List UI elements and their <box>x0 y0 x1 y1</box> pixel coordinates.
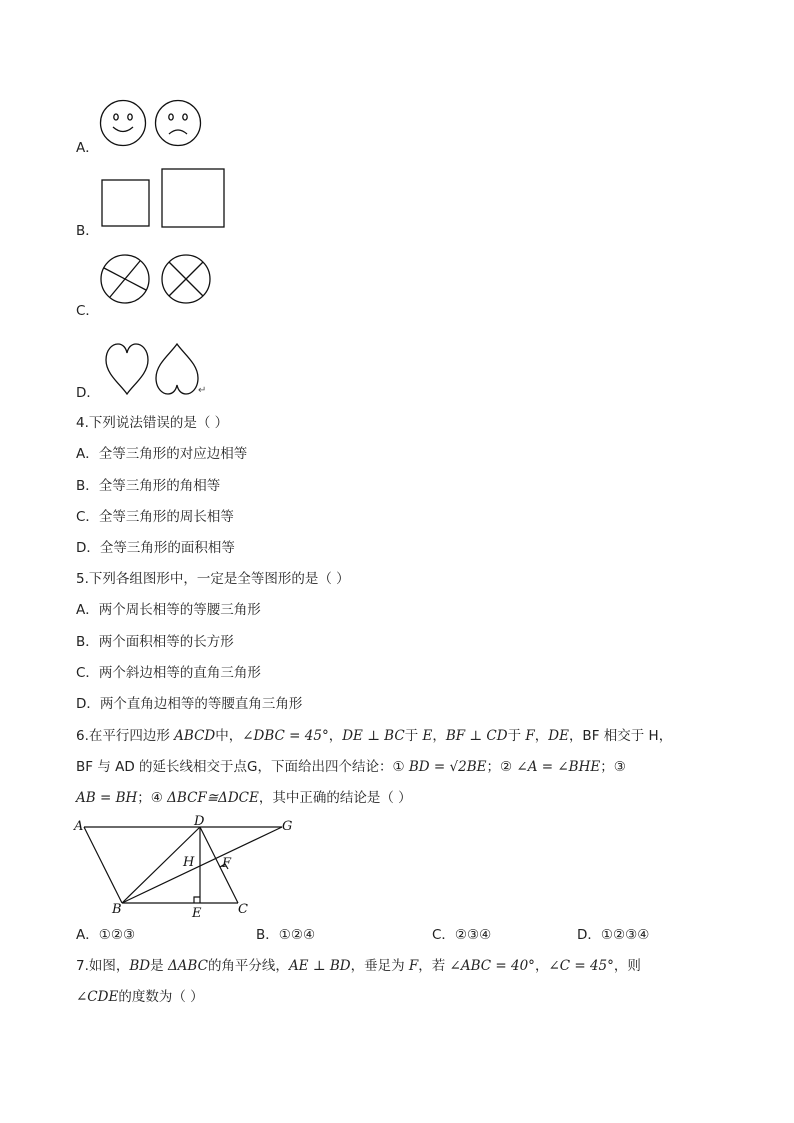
option-c: C．两个斜边相等的直角三角形 <box>76 665 261 681</box>
circle-with-tilted-cross-icon <box>101 255 149 303</box>
option-a: A．①②③ <box>76 927 136 943</box>
point-label-f: F <box>222 856 232 871</box>
math-expr: ΔBCF≅ΔDCE <box>167 790 259 806</box>
math-expr: F <box>408 958 419 974</box>
math-expr: ΔABC <box>167 958 208 974</box>
option-b-label: B． <box>76 223 99 239</box>
question-stem-line-1 <box>76 727 672 745</box>
inverted-heart-icon <box>156 344 198 394</box>
math-expr: AE ⊥ BD <box>288 958 351 974</box>
math-expr: DE ⊥ BC <box>342 728 405 744</box>
option-d: D．两个直角边相等的等腰直角三角形 <box>76 696 303 712</box>
point-label-c: C <box>238 902 248 917</box>
question-stem-line-2 <box>76 988 204 1006</box>
question-stem-line-1 <box>76 957 641 975</box>
option-b: B．两个面积相等的长方形 <box>76 634 234 650</box>
point-label-a: A <box>74 819 84 834</box>
text: ，垂足为 <box>350 958 409 974</box>
text: ，则 <box>613 958 641 974</box>
math-expr: ∠A = ∠BHE <box>516 759 601 775</box>
text: 的角平分线， <box>207 958 289 974</box>
option-c-label: C． <box>76 303 99 319</box>
math-expr: BD <box>129 958 151 974</box>
question-stem: 4.下列说法错误的是（ ） <box>76 415 229 431</box>
hearts-figure <box>100 340 212 398</box>
option-b: B．全等三角形的角相等 <box>76 478 221 494</box>
segment-dc <box>200 827 238 903</box>
text: 中， <box>215 728 243 744</box>
option-a-label: A． <box>76 140 99 156</box>
point-label-b: B <box>112 902 122 917</box>
crossed-circles-figure <box>100 253 214 305</box>
text: ；② <box>486 759 517 775</box>
point-label-e: E <box>192 906 202 921</box>
math-expr: E <box>422 728 433 744</box>
sad-face-icon <box>156 101 201 146</box>
question-stem: 5.下列各组图形中，一定是全等图形的是（ ） <box>76 571 350 587</box>
small-square <box>102 180 149 226</box>
text: ，若 <box>418 958 450 974</box>
option-b: B．①②④ <box>256 927 316 943</box>
math-expr: BD = √2BE <box>408 759 487 775</box>
squares-figure <box>100 167 226 229</box>
math-expr: ∠C = 45° <box>548 958 614 974</box>
text: ；③ <box>600 759 626 775</box>
text: 于 <box>507 728 526 744</box>
option-a: A．全等三角形的对应边相等 <box>76 446 248 462</box>
large-square <box>162 169 224 227</box>
paragraph-mark: ↵ <box>198 385 207 396</box>
text: 于 <box>404 728 423 744</box>
option-a: A．两个周长相等的等腰三角形 <box>76 602 261 618</box>
math-expr: AB = BH <box>76 790 138 806</box>
option-d: D．①②③④ <box>577 927 650 943</box>
math-expr: BF ⊥ CD <box>445 728 508 744</box>
parallelogram-geometry-figure <box>70 812 300 922</box>
text: ， <box>534 728 549 744</box>
option-d-label: D． <box>76 385 100 401</box>
option-d: D．全等三角形的面积相等 <box>76 540 235 556</box>
segment-ab <box>84 827 122 903</box>
text: ，BF 相交于 H， <box>568 728 673 744</box>
text: 的度数为（ ） <box>118 989 204 1005</box>
point-label-d: D <box>194 814 205 829</box>
math-expr: ∠DBC = 45° <box>242 728 329 744</box>
text: 是 <box>150 958 168 974</box>
question-stem-line-2 <box>76 758 626 776</box>
right-angle-mark-e <box>194 897 200 903</box>
upright-heart-icon <box>106 344 148 394</box>
option-c: C．全等三角形的周长相等 <box>76 509 234 525</box>
text: ， <box>534 958 549 974</box>
point-label-h: H <box>183 855 195 870</box>
option-c: C．②③④ <box>432 927 492 943</box>
happy-face-icon <box>101 101 146 146</box>
smiley-faces-figure <box>100 99 202 147</box>
text: ，其中正确的结论是（ ） <box>258 790 412 806</box>
circle-with-x-icon <box>162 255 210 303</box>
math-expr: DE <box>548 728 569 744</box>
text: 7.如图， <box>76 958 130 974</box>
math-expr: ABCD <box>174 728 216 744</box>
math-expr: ∠ABC = 40° <box>449 958 535 974</box>
text: ；④ <box>137 790 168 806</box>
segment-bg <box>122 827 282 903</box>
math-expr: F <box>525 728 535 744</box>
point-label-g: G <box>282 819 293 834</box>
math-expr: ∠CDE <box>76 989 119 1005</box>
question-stem-line-3 <box>76 789 412 807</box>
text: BF 与 AD 的延长线相交于点G，下面给出四个结论：① <box>76 759 409 775</box>
text: 6.在平行四边形 <box>76 728 175 744</box>
text: ， <box>432 728 446 744</box>
text: ， <box>328 728 343 744</box>
